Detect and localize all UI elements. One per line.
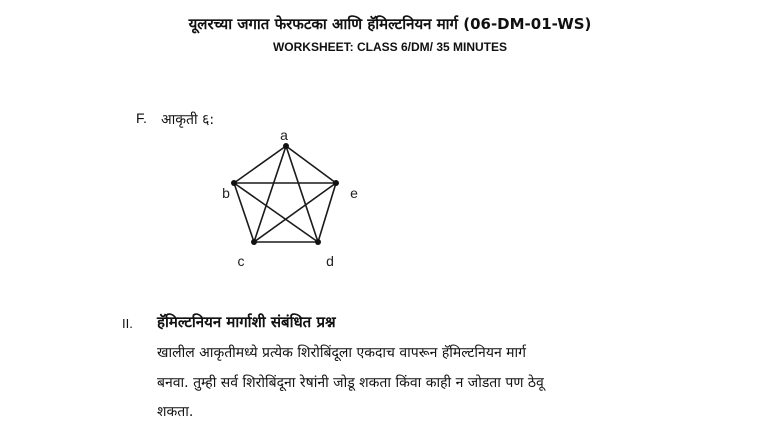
figure-name: आकृती ६: — [161, 112, 215, 128]
edge-b-c — [234, 183, 254, 242]
edge-a-c — [254, 146, 286, 242]
vertex-label-e: e — [350, 185, 358, 201]
vertex-d — [315, 239, 321, 245]
vertex-b — [231, 180, 237, 186]
question-text-line-1: खालील आकृतीमध्ये प्रत्येक शिरोबिंदूला एकदाच वापरून हॅमिल्टनियन मार्ग — [157, 345, 527, 361]
worksheet-subtitle: WORKSHEET: CLASS 6/DM/ 35 MINUTES — [272, 40, 508, 54]
figure-marker: F. — [136, 110, 147, 126]
vertex-label-a: a — [280, 127, 288, 143]
vertex-label-c: c — [237, 253, 245, 269]
worksheet-title: यूलरच्या जगात फेरफटका आणि हॅमिल्टनियन मार्ग (06-DM-01-WS) — [188, 15, 592, 33]
edge-b-d — [234, 183, 318, 242]
section-number: II. — [122, 316, 133, 331]
question-text-line-2: बनवा. तुम्ही सर्व शिरोबिंदूना रेषांनी जोडू शकता किंवा काही न जोडता पण ठेवू — [157, 375, 544, 391]
edge-a-b — [234, 146, 286, 183]
question-text-line-3: शकता. — [157, 404, 194, 420]
edge-a-d — [286, 146, 318, 242]
edge-d-e — [318, 183, 336, 242]
vertex-e — [333, 180, 339, 186]
vertex-label-b: b — [222, 185, 230, 201]
vertex-label-d: d — [326, 253, 334, 269]
section-title: हॅमिल्टनियन मार्गाशी संबंधित प्रश्न — [157, 313, 336, 331]
edge-c-e — [254, 183, 336, 242]
edge-a-e — [286, 146, 336, 183]
vertex-c — [251, 239, 257, 245]
vertex-a — [283, 143, 289, 149]
